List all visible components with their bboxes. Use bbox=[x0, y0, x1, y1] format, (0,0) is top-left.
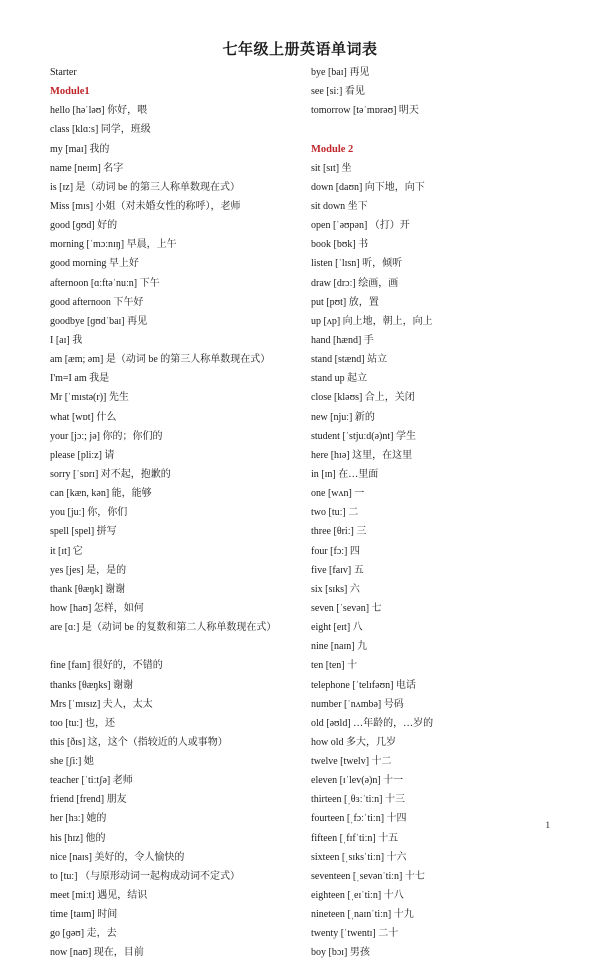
vocab-entry: see [siː] 看见 bbox=[311, 86, 365, 98]
vocab-entry: draw [drɔː] 绘画，画 bbox=[311, 277, 399, 289]
vocab-entry: in [ɪn] 在…里面 bbox=[311, 468, 379, 480]
vocab-entry: four [fɔː] 四 bbox=[311, 545, 360, 557]
vocab-entry: seventeen [ˌsevənˈtiːn] 十七 bbox=[311, 870, 425, 882]
vocab-entry: twenty [ˈtwentɪ] 二十 bbox=[311, 928, 399, 940]
vocab-entry: eighteen [ˌeɪˈtiːn] 十八 bbox=[311, 890, 404, 902]
vocab-entry: is [ɪz] 是（动词 be 的第三人称单数现在式） bbox=[50, 181, 240, 193]
vocab-entry: his [hɪz] 他的 bbox=[50, 832, 106, 844]
vocab-entry: boy [bɔɪ] 男孩 bbox=[311, 947, 370, 959]
vocab-entry: close [kləʊs] 合上，关闭 bbox=[311, 392, 415, 404]
vocab-entry: fifteen [ˌfɪfˈtiːn] 十五 bbox=[311, 832, 399, 844]
vocab-entry: hand [hænd] 手 bbox=[311, 334, 374, 346]
vocab-entry: one [wʌn] 一 bbox=[311, 488, 365, 500]
vocab-entry: thank [θæŋk] 谢谢 bbox=[50, 583, 126, 595]
vocab-entry: Mrs [ˈmɪsɪz] 夫人，太太 bbox=[50, 698, 153, 710]
vocab-entry: nine [naɪn] 九 bbox=[311, 641, 368, 653]
vocab-entry: open [ˈəʊpən] （打）开 bbox=[311, 220, 410, 232]
vocab-entry: fine [faɪn] 很好的，不错的 bbox=[50, 660, 163, 672]
blank-line bbox=[50, 637, 300, 656]
vocab-entry: goodbye [ɡʊdˈbaɪ] 再见 bbox=[50, 315, 148, 327]
vocab-entry: please [pliːz] 请 bbox=[50, 449, 115, 461]
vocab-entry: hello [həˈləʊ] 你好，喂 bbox=[50, 105, 148, 117]
left-column bbox=[50, 63, 300, 963]
vocab-entry: here [hɪə] 这里，在这里 bbox=[311, 449, 413, 461]
vocab-entry: how old 多大，几岁 bbox=[311, 736, 396, 748]
vocab-entry: two [tuː] 二 bbox=[311, 507, 359, 519]
vocab-entry: down [daʊn] 向下地，向下 bbox=[311, 181, 425, 193]
vocab-entry: morning [ˈmɔːnɪŋ] 早晨，上午 bbox=[50, 239, 177, 251]
vocab-entry: can [kæn, kən] 能，能够 bbox=[50, 488, 152, 500]
vocab-entry: nice [naɪs] 美好的，令人愉快的 bbox=[50, 851, 185, 863]
vocab-entry: you [juː] 你，你们 bbox=[50, 507, 128, 519]
vocab-entry: to [tuː] （与原形动词一起构成动词不定式） bbox=[50, 870, 240, 882]
vocab-entry: friend [frend] 朋友 bbox=[50, 794, 127, 806]
vocab-entry: spell [spel] 拼写 bbox=[50, 526, 117, 538]
vocab-entry: fourteen [ˌfɔːˈtiːn] 十四 bbox=[311, 813, 407, 825]
vocab-entry: put [pʊt] 放，置 bbox=[311, 296, 379, 308]
vocab-entry: afternoon [ɑːftəˈnuːn] 下午 bbox=[50, 277, 160, 289]
vocab-entry: stand [stænd] 站立 bbox=[311, 354, 388, 366]
vocab-entry: now [naʊ] 现在，目前 bbox=[50, 947, 144, 959]
vocab-entry: nineteen [ˌnaɪnˈtiːn] 十九 bbox=[311, 909, 414, 921]
vocab-entry: good [ɡʊd] 好的 bbox=[50, 220, 118, 232]
vocab-entry: twelve [twelv] 十二 bbox=[311, 756, 392, 768]
vocab-entry: stand up 起立 bbox=[311, 373, 368, 385]
vocab-entry: sixteen [ˌsɪksˈtiːn] 十六 bbox=[311, 851, 407, 863]
vocab-entry: my [maɪ] 我的 bbox=[50, 143, 110, 155]
vocab-entry: are [ɑː] 是（动词 be 的复数和第二人称单数现在式） bbox=[50, 622, 277, 634]
vocab-entry: how [haʊ] 怎样，如何 bbox=[50, 602, 144, 614]
vocab-entry: good morning 早上好 bbox=[50, 258, 139, 270]
vocab-entry: telephone [ˈtelɪfəʊn] 电话 bbox=[311, 679, 416, 691]
vocab-entry: ten [ten] 十 bbox=[311, 660, 358, 672]
vocab-entry: it [ɪt] 它 bbox=[50, 545, 83, 557]
vocab-entry: she [ʃiː] 她 bbox=[50, 756, 94, 768]
vocab-entry: three [θriː] 三 bbox=[311, 526, 367, 538]
vocab-entry: Starter bbox=[50, 67, 77, 78]
vocab-entry: thirteen [ˌθɜːˈtiːn] 十三 bbox=[311, 794, 405, 806]
vocab-entry: Mr [ˈmɪstə(r)] 先生 bbox=[50, 392, 129, 404]
module-heading: Module 2 bbox=[311, 143, 354, 155]
vocab-entry: number [ˈnʌmbə] 号码 bbox=[311, 698, 404, 710]
vocab-entry: your [jɔː; jə] 你的；你们的 bbox=[50, 430, 163, 442]
vocab-entry: listen [ˈlɪsn] 听，倾听 bbox=[311, 258, 403, 270]
vocab-entry: sit [sɪt] 坐 bbox=[311, 162, 352, 174]
vocab-entry: new [njuː] 新的 bbox=[311, 411, 375, 423]
vocab-entry: her [hɜː] 她的 bbox=[50, 813, 107, 825]
page-number: 1 bbox=[545, 820, 550, 830]
vocab-entry: bye [baɪ] 再见 bbox=[311, 67, 370, 78]
vocab-entry: up [ʌp] 向上地，朝上，向上 bbox=[311, 315, 433, 327]
vocab-entry: six [sɪks] 六 bbox=[311, 583, 360, 595]
vocab-entry: thanks [θæŋks] 谢谢 bbox=[50, 679, 134, 691]
vocab-entry: I'm=I am 我是 bbox=[50, 373, 110, 385]
blank-line bbox=[311, 120, 581, 139]
vocab-entry: eight [eɪt] 八 bbox=[311, 622, 363, 634]
vocab-entry: Miss [mɪs] 小姐（对未婚女性的称呼），老师 bbox=[50, 200, 241, 212]
vocab-entry: this [ðɪs] 这，这个（指较近的人或事物） bbox=[50, 736, 228, 748]
vocab-entry: I [aɪ] 我 bbox=[50, 334, 83, 346]
vocab-entry: teacher [ˈtiːtʃə] 老师 bbox=[50, 775, 133, 787]
right-column bbox=[311, 63, 581, 963]
vocab-entry: book [bʊk] 书 bbox=[311, 239, 369, 251]
vocab-entry: meet [miːt] 遇见，结识 bbox=[50, 890, 148, 902]
vocab-entry: am [æm; əm] 是（动词 be 的第三人称单数现在式） bbox=[50, 354, 271, 366]
vocab-entry: five [faɪv] 五 bbox=[311, 564, 364, 576]
vocab-entry: go [ɡəʊ] 走，去 bbox=[50, 928, 117, 940]
vocab-entry: time [taɪm] 时间 bbox=[50, 909, 118, 921]
vocab-entry: class [klɑːs] 同学，班级 bbox=[50, 124, 151, 136]
vocab-entry: seven [ˈsevən] 七 bbox=[311, 602, 382, 614]
vocab-entry: what [wɒt] 什么 bbox=[50, 411, 117, 423]
module-heading: Module1 bbox=[50, 86, 90, 98]
vocab-entry: yes [jes] 是，是的 bbox=[50, 564, 127, 576]
vocab-entry: too [tuː] 也，还 bbox=[50, 717, 115, 729]
vocab-entry: sit down 坐下 bbox=[311, 200, 368, 212]
vocab-entry: name [neɪm] 名字 bbox=[50, 162, 124, 174]
vocab-entry: sorry [ˈsɒrɪ] 对不起，抱歉的 bbox=[50, 468, 171, 480]
page-title: 七年级上册英语单词表 bbox=[222, 40, 378, 58]
vocab-entry: good afternoon 下午好 bbox=[50, 296, 144, 308]
vocab-entry: student [ˈstjuːd(ə)nt] 学生 bbox=[311, 430, 416, 442]
vocab-entry: eleven [ɪˈlev(ə)n] 十一 bbox=[311, 775, 404, 787]
vocab-entry: tomorrow [təˈmɒrəʊ] 明天 bbox=[311, 105, 419, 117]
vocab-entry: old [əʊld] …年龄的，…岁的 bbox=[311, 717, 434, 729]
